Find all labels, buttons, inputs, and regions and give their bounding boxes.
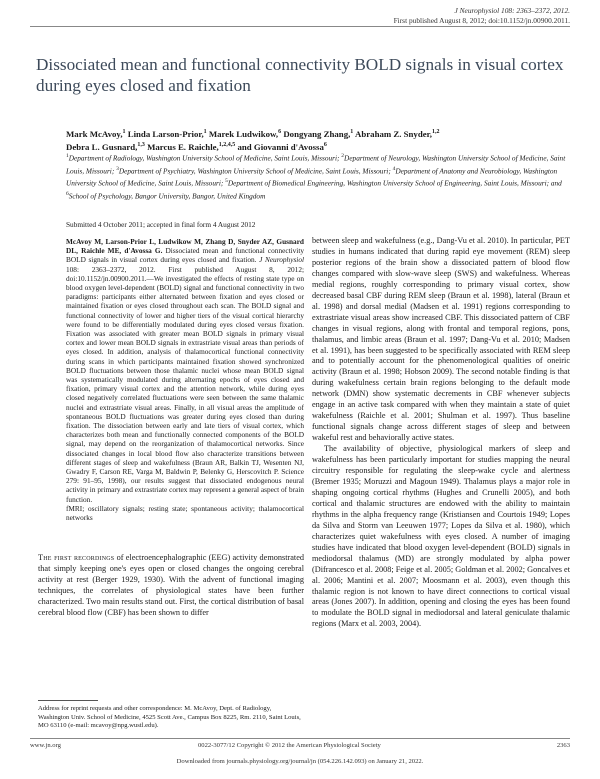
affiliation-text: Department of Biomedical Engineering, Washington University School of Engineering, Saint Louis, Missouri; and [227,178,562,188]
author-name: Debra L. Gusnard, [66,142,138,153]
author-affiliation-marker: 1,2,4,5 [218,142,236,149]
affiliation-text: Department of Psychiatry, Washington University School of Medicine, Saint Louis, Missouri; [118,166,393,176]
author-name: Marcus E. Raichle, [147,142,219,153]
article-title: Dissociated mean and functional connectivity BOLD signals in visual cortex during eyes closed and fixation [36,55,564,95]
affiliation-text: Department of Radiology, Washington University School of Medicine, Saint Louis, Missouri; [68,153,342,163]
submission-dates: Submitted 4 October 2011; accepted in final form 4 August 2012 [66,220,256,229]
affiliation-marker: 4 [392,165,396,172]
intro-lead: The first recordings [38,553,115,562]
author-name: Dongyang Zhang, [283,128,351,139]
keywords: fMRI; oscillatory signals; resting state; spontaneous activity; thalamocortical networks [66,503,304,523]
author-name: Abraham Z. Snyder, [355,128,432,139]
footnote-rule [38,700,98,701]
introduction-start [38,553,304,619]
abstract-citation: 108: 2363–2372, 2012. First published August 8, 2012; doi:10.1152/jn.00900.2011. [66,264,304,283]
right-paragraph-2: The availability of objective, physiological markers of sleep and wakefulness has been particularly important for studies mapping the neural circuitry responsible for regulating the sleep-wake cycle and alertness (Bremer 1935; Moruzzi and Magoun 1949). Thalamus plays a major role in shaping ongoing cortical rhythms (Hughes and Crunelli 2005), and both cortical and thalamic structures are endowed with the ability to maintain rhythms in the alpha frequency range (Kristiansen and Courtois 1949; Lopes da Silva and Storm van Leeuwen 1977; Lopes da Silva et al. 1980), which characterizes quiet wakefulness with eyes closed. A number of imaging studies have indicated that blood oxygen level-dependent (BOLD) signals in mediodorsal thalamus (MD) are strongly modulated by alpha power (Difrancesco et al. 2008; Feige et al. 2005; Goldman et al. 2002; Goncalves et al. 2006; Mantini et al. 2007; Moosmann et al. 2003), even though this thalamic region is not known to have direct connections to cortical visual areas (Jones 2007). In addition, opening and closing the eyes has been found to modulate the BOLD signal in mediodorsal and lateral geniculate thalamic regions (Marx et al. 2003, 2004). [312,444,570,629]
running-header [394,6,570,25]
author-list [66,127,566,154]
download-notice: Downloaded from journals.physiology.org/journal/jn (054.226.142.093) on January 21, 2022. [176,758,424,765]
right-column [312,236,570,630]
abstract-title: Dissociated mean and functional connectivity BOLD signals in visual cortex during eyes closed and fixation. [66,246,304,265]
author-affiliation-marker: 6 [278,129,282,135]
footer-rule [30,738,570,739]
abstract-authors: McAvoy M, Larson-Prior L, Ludwikow M, Zhang D, Snyder AZ, Gusnard DL, Raichle ME, d'Avossa G. [66,237,304,256]
author-affiliation-marker: 1 [203,129,207,135]
affiliation-marker: 3 [116,165,119,172]
right-paragraph-1: between sleep and wakefulness (e.g., Dang-Vu et al. 2010). In particular, PET studies in humans indicated that during rapid eye movement (REM) sleep posterior regions of the brain show a dissociated pattern of blood flow changes compared with slow-wave sleep (SWS) and wakefulness. Whereas medial regions, roughly corresponding to primary visual cortex, show decreased basal CBF during REM sleep (Braun et al. 1998), lateral (Braun et al. 1998) and dorsal medial (Madsen et al. 1991) regions corresponding to extrastriate visual areas show increased CBF. This dissociated pattern of CBF changes in visual regions, along with frontal and temporal regions, pons, thalamus, and limbic areas (Braun et al. 1997; Dang-Vu et al. 2010; Madsen et al. 1991), has been suggested to be specifically associated with REM sleep and to potentially account for the phenomenological qualities of oneiric activity (Braun et al. 1998; Hobson 2009). The second notable finding is that during wakefulness certain brain regions belonging to the default mode network (DMN) show systematic decrements in CBF whenever subjects engage in an active task compared with when they maintain a state of quiet wakefulness (Raichle et al. 2001; Shulman et al. 1997). Thus baseline functional signals change across different stages of sleep and between wakeful rest and behaviorally active states. [312,236,570,443]
footer-copyright: 0022-3077/12 Copyright © 2012 the American Physiological Society [198,742,381,749]
author-name: Marek Ludwikow, [208,128,279,139]
affiliations [66,151,570,202]
author-line-1 [66,127,566,140]
footer-website: www.jn.org [30,742,61,749]
header-rule [30,26,570,27]
author-affiliation-marker: 1,3 [137,142,145,149]
author-name: Mark McAvoy, [66,128,123,139]
author-affiliation-marker: 6 [323,142,327,149]
author-affiliation-marker: 1 [350,129,354,135]
affiliation-marker: 2 [341,153,345,159]
affiliation-marker: 5 [225,178,228,185]
affiliation-marker: 1 [66,153,69,159]
author-name: Linda Larson-Prior, [127,128,204,139]
correspondence-footnote: Address for reprint requests and other correspondence: M. McAvoy, Dept. of Radiology, Washington Univ. School of Medicine, 4525 Scott Ave., Campus Box 8225, Rm. 2110, Saint Louis, MO 63110 (e-mail: mcavoy@npg.wustl.edu). [38,705,301,729]
abstract-journal: J Neurophysiol [259,255,304,265]
published-line: First published August 8, 2012; doi:10.1152/jn.00900.2011. [393,15,570,25]
author-affiliation-marker: 1 [122,129,126,135]
journal-line: J Neurophysiol 108: 2363–2372, 2012. [454,6,570,15]
author-name: and Giovanni d'Avossa [237,142,324,153]
affiliation-text: School of Psychology, Bangor University, Bangor, United Kingdom [68,191,266,201]
intro-text: of electroencephalographic (EEG) activity demonstrated that simply keeping one's eyes open or closed changes the ongoing cerebral activity at rest (Berger 1929, 1930). With the advent of functional imaging techniques, the correlates of physiological states have been further characterized. Two main results stand out. First, the cortical distribution of basal cerebral blood flow (CBF) has been shown to differ [38,553,304,617]
affiliation-marker: 6 [66,190,69,197]
page-number: 2363 [556,742,570,749]
affiliation-text: Department of Neurology, Washington University School of Medicine, Saint Louis, Missouri; [66,153,566,176]
affiliation-text: Department of Anatomy and Neurobiology, Washington University School of Medicine, Saint Louis, Missouri; [66,166,558,188]
abstract-body: —We investigated the effects of resting state type on blood oxygen level-dependent (BOLD) signal and functional connectivity in two paradigms: participants either alternated between fixation and eyes closed or maintained fixation or eyes closed throughout each scan. The BOLD signal and functional connectivity of lower and higher tiers of the visual cortical hierarchy were found to be differentially modulated during eyes closed versus fixation. Fixation was associated with greater mean BOLD signals in primary visual cortex and lower mean BOLD signals in extrastriate visual areas than periods of eyes closed. In addition, analysis of thalamocortical functional connectivity during scans in which participants maintained fixation showed synchronized BOLD fluctuations between those thalamic nuclei whose mean BOLD signal was systematically modulated during alternating epochs of eyes closed and fixation, primary visual cortex and the attention network, while during eyes closed negatively correlated fluctuations were seen between the same thalamic nuclei and extrastriate visual areas. Finally, in all visual areas the amplitude of spontaneous BOLD fluctuations was greater during eyes closed than during fixation. The dissociation between early and late tiers of visual cortex, which characterizes both mean and functionally connected components of the BOLD signal, may depend on the reorganization of thalamocortical networks. Since dissociated changes in local blood flow also characterize transitions between different stages of sleep and wakefulness (Braun AR, Balkin TJ, Wesenten NJ, Gwadry F, Carson RE, Varga M, Baldwin P, Belenky G, Herscovitch P. Science 279: 91–95, 1998), our results suggest that dissociated endogenous neural activity in primary and extrastriate cortex may represent a general aspect of brain function. [66,273,304,504]
author-affiliation-marker: 1,2 [431,129,440,135]
abstract [66,237,304,522]
